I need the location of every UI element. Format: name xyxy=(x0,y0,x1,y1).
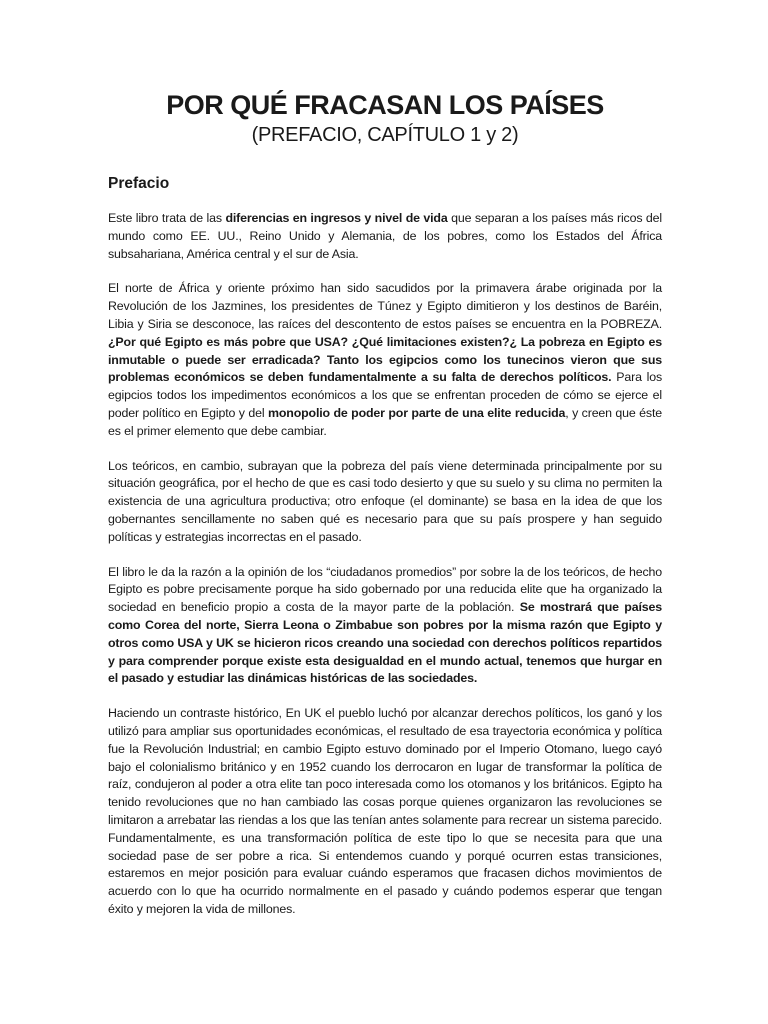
document-page xyxy=(108,88,662,936)
paragraph-5 xyxy=(108,705,662,919)
paragraph-2-run-3: Para los egipcios todos los impedimentos económicos a los que se enfrentan proceden de cómo se ejerce el poder político en Egipto y del xyxy=(108,370,662,420)
paragraph-1-run-3: que separan a los países más ricos del mundo como EE. UU., Reino Unido y Alemania, de los pobres, como los Estados del África subsahariana, América central y el sur de Asia. xyxy=(108,211,662,261)
paragraph-2-run-2: ¿Por qué Egipto es más pobre que USA? ¿Qué limitaciones existen?¿ La pobreza en Egipto es inmutable o puede ser erradicada? Tanto los egipcios como los tunecinos vieron que sus problemas económicos se deben fundamentalmente a su falta de derechos políticos. xyxy=(108,334,662,385)
paragraph-3 xyxy=(108,458,662,547)
paragraph-2-run-5: , y creen que éste es el primer elemento que debe cambiar. xyxy=(108,405,663,438)
paragraph-4-run-1: El libro le da la razón a la opinión de los “ciudadanos promedios” por sobre la de los teóricos, de hecho Egipto es pobre precisamente porque ha sido gobernado por una reducida elite que ha organizado la sociedad en beneficio propio a costa de la mayor parte de la población. xyxy=(108,564,662,615)
paragraph-1 xyxy=(108,210,662,263)
paragraph-3-run-1: Los teóricos, en cambio, subrayan que la pobreza del país viene determinada principalmente por su situación geográfica, por el hecho de que es casi todo desierto y que su suelo y su clima no permiten la existencia de una agricultura productiva; otro enfoque (el dominante) se basa en la idea de que los gobernantes sencillamente no saben qué es necesario para que su país prospere y han seguido políticas y estrategias incorrectas en el pasado. xyxy=(108,458,662,544)
paragraph-2-run-1: El norte de África y oriente próximo han sido sacudidos por la primavera árabe originada por la Revolución de los Jazmines, los presidentes de Túnez y Egipto dimitieron y los destinos de Baréin, Libia y Siria se desconoce, las raíces del descontento de estos países se encuentra en la POBREZA. xyxy=(108,281,662,331)
document-subtitle: (PREFACIO, CAPÍTULO 1 y 2) xyxy=(251,124,519,146)
paragraph-5-run-1: Haciendo un contraste histórico, En UK el pueblo luchó por alcanzar derechos políticos, los ganó y los utilizó para ampliar sus oportunidades económicas, el resultado de esa trayectoria económica y política fue la Revolución Industrial; en cambio Egipto estuvo dominado por el Imperio Otomano, luego cayó bajo el colonialismo británico y en 1952 cuando los derrocaron en lugar de transformar la política de raíz, condujeron al poder a otra elite tan poco interesada como los otomanos y los británicos. Egipto ha tenido revoluciones que no han cambiado las cosas porque quienes organizaron las revoluciones se limitaron a arrebatar las riendas a los que las tenían antes solamente para recrear un sistema parecido. Fundamentalmente, es una transformación política de este tipo lo que se necesita para que una sociedad pase de ser pobre a rica. Si entendemos cuando y porqué ocurren estas transiciones, estaremos en mejor posición para evaluar cuándo esperamos que fracasen dichos movimientos de acuerdo con lo que ha ocurrido normalmente en el pasado y cuándo podemos esperar que tengan éxito y mejoren la vida de millones. xyxy=(108,706,662,916)
section-heading-prefacio: Prefacio xyxy=(108,175,170,192)
paragraph-4-run-2: Se mostrará que países como Corea del norte, Sierra Leona o Zimbabue son pobres por la misma razón que Egipto y otros como USA y UK se hicieron ricos creando una sociedad con derechos políticos repartidos y para comprender porque existe esta desigualdad en el mundo actual, tenemos que hurgar en el pasado y estudiar las dinámicas históricas de las sociedades. xyxy=(108,600,662,686)
document-title: POR QUÉ FRACASAN LOS PAÍSES xyxy=(166,90,604,120)
paragraph-1-run-2: diferencias en ingresos y nivel de vida xyxy=(225,211,448,225)
paragraph-2 xyxy=(108,280,662,440)
paragraph-1-run-1: Este libro trata de las xyxy=(108,211,226,225)
paragraph-4 xyxy=(108,564,662,689)
paragraph-2-run-4: monopolio de poder por parte de una elite reducida xyxy=(268,405,566,420)
